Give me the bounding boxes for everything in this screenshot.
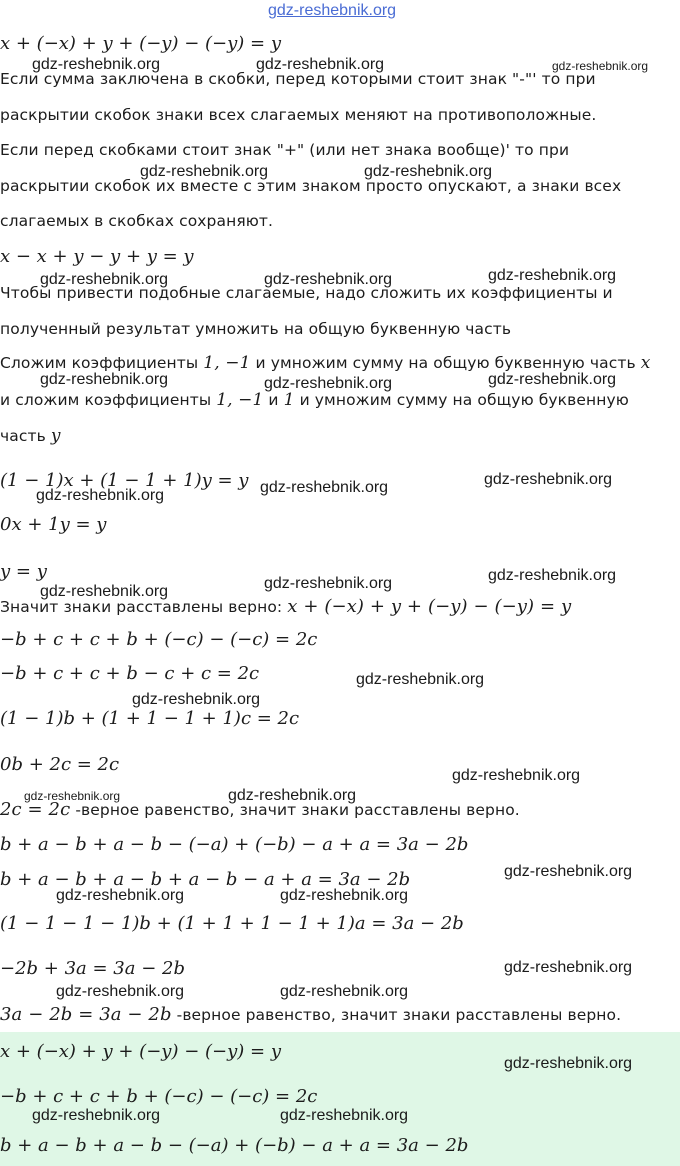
equation-13: −2b + 3a = 3a − 2b (0, 958, 185, 979)
watermark: gdz-reshebnik.org (504, 959, 633, 976)
equation-8: (1 − 1)b + (1 + 1 − 1 + 1)c = 2c (0, 708, 300, 729)
watermark: gdz-reshebnik.org (140, 163, 269, 180)
watermark: gdz-reshebnik.org (40, 583, 169, 600)
watermark: gdz-reshebnik.org (488, 371, 617, 388)
rule-3-line-1: Чтобы привести подобные слагаемые, надо сложить их коэффициенты и (0, 284, 613, 302)
watermark: gdz-reshebnik.org (40, 371, 169, 388)
conclusion-3: 3a − 2b = 3a − 2b -верное равенство, значит знаки расставлены верно. (0, 1004, 622, 1025)
watermark: gdz-reshebnik.org (552, 59, 649, 73)
rule-1-line-2: раскрытии скобок знаки всех слагаемых меняют на противоположные. (0, 106, 597, 124)
watermark: gdz-reshebnik.org (256, 56, 385, 73)
step-coefficients-line-1: Сложим коэффициенты 1, −1 и умножим сумму на общую буквенную часть x (0, 353, 651, 373)
step-coefficients-line-2: и сложим коэффициенты 1, −1 и 1 и умножим сумму на общую буквенную (0, 390, 629, 410)
answer-1: x + (−x) + y + (−y) − (−y) = y (0, 1041, 281, 1062)
watermark: gdz-reshebnik.org (504, 863, 633, 880)
watermark: gdz-reshebnik.org (56, 983, 185, 1000)
watermark: gdz-reshebnik.org (264, 271, 393, 288)
watermark: gdz-reshebnik.org (280, 983, 409, 1000)
watermark: gdz-reshebnik.org (356, 671, 485, 688)
watermark: gdz-reshebnik.org (452, 767, 581, 784)
watermark: gdz-reshebnik.org (56, 887, 185, 904)
equation-4: 0x + 1y = y (0, 514, 107, 535)
watermark: gdz-reshebnik.org (504, 1055, 633, 1072)
watermark: gdz-reshebnik.org (364, 163, 493, 180)
watermark: gdz-reshebnik.org (132, 691, 261, 708)
equation-7: −b + c + c + b − c + c = 2c (0, 663, 260, 684)
equation-12: (1 − 1 − 1 − 1)b + (1 + 1 + 1 − 1 + 1)a = 3a − 2b (0, 913, 464, 934)
watermark: gdz-reshebnik.org (228, 787, 357, 804)
watermark: gdz-reshebnik.org (24, 789, 121, 803)
watermark: gdz-reshebnik.org (36, 487, 165, 504)
conclusion-2: 2c = 2c -верное равенство, значит знаки расставлены верно. (0, 799, 520, 820)
watermark: gdz-reshebnik.org (264, 575, 393, 592)
watermark: gdz-reshebnik.org (488, 567, 617, 584)
rule-2-line-2: раскрытии скобок их вместе с этим знаком просто опускают, а знаки всех (0, 177, 622, 195)
equation-9: 0b + 2c = 2c (0, 754, 120, 775)
watermark: gdz-reshebnik.org (280, 1107, 409, 1124)
equation-1: x + (−x) + y + (−y) − (−y) = y (0, 33, 281, 54)
conclusion-1: Значит знаки расставлены верно: x + (−x) + y + (−y) − (−y) = y (0, 596, 572, 617)
equation-11: b + a − b + a − b + a − b − a + a = 3a − 2b (0, 869, 411, 890)
answer-2: −b + c + c + b + (−c) − (−c) = 2c (0, 1086, 318, 1107)
equation-5: y = y (0, 561, 47, 582)
equation-10: b + a − b + a − b − (−a) + (−b) − a + a = 3a − 2b (0, 834, 469, 855)
rule-1-line-1: Если сумма заключена в скобки, перед которыми стоит знак "-"' то при (0, 70, 596, 88)
step-coefficients-line-3: часть y (0, 426, 61, 446)
equation-3: (1 − 1)x + (1 − 1 + 1)y = y (0, 470, 249, 491)
watermark: gdz-reshebnik.org (280, 887, 409, 904)
rule-2-line-3: слагаемых в скобках сохраняют. (0, 212, 274, 230)
answer-3: b + a − b + a − b − (−a) + (−b) − a + a = 3a − 2b (0, 1135, 469, 1156)
watermark: gdz-reshebnik.org (32, 56, 161, 73)
rule-2-line-1: Если перед скобками стоит знак "+" (или нет знака вообще)' то при (0, 141, 570, 159)
watermark: gdz-reshebnik.org (484, 471, 613, 488)
equation-2: x − x + y − y + y = y (0, 246, 194, 267)
equation-6: −b + c + c + b + (−c) − (−c) = 2c (0, 629, 318, 650)
watermark-link[interactable]: gdz-reshebnik.org (268, 2, 397, 19)
rule-3-line-2: полученный результат умножить на общую буквенную часть (0, 320, 512, 338)
watermark: gdz-reshebnik.org (40, 271, 169, 288)
watermark: gdz-reshebnik.org (264, 375, 393, 392)
watermark: gdz-reshebnik.org (32, 1107, 161, 1124)
watermark: gdz-reshebnik.org (260, 479, 389, 496)
watermark: gdz-reshebnik.org (488, 267, 617, 284)
